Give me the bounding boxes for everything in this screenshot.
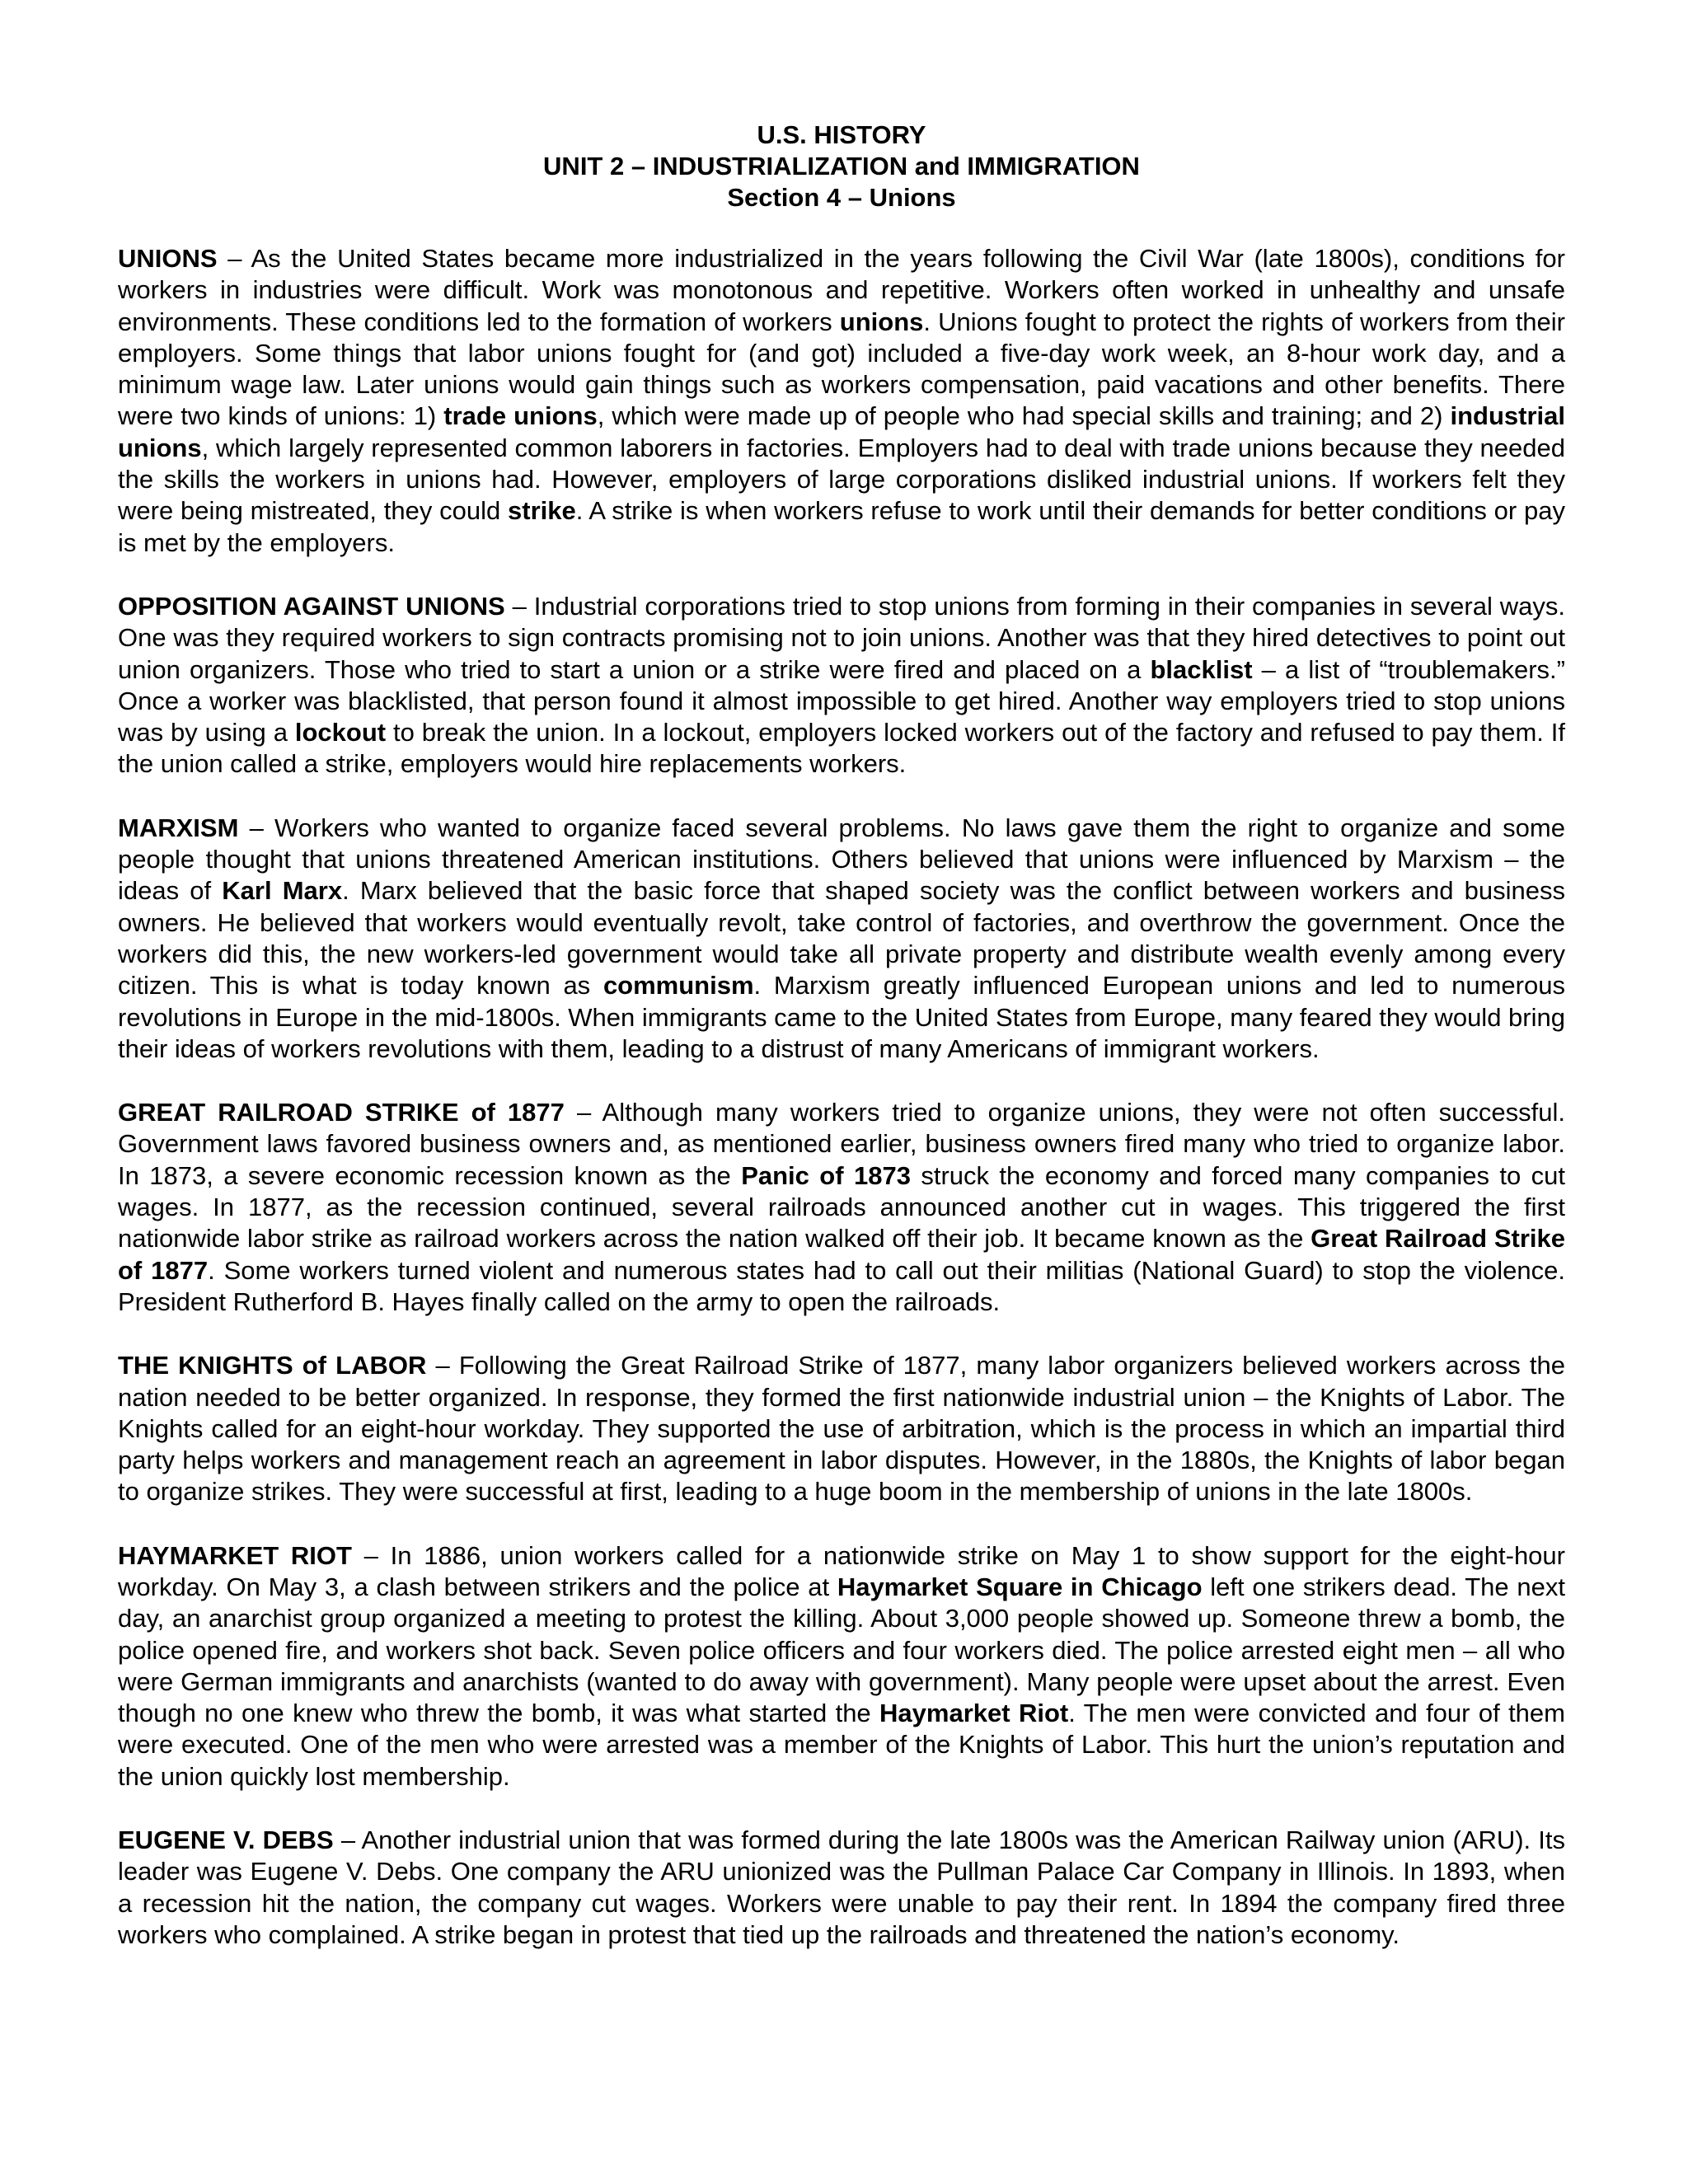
section-marxism: [118, 813, 1565, 1065]
key-term: strike: [508, 496, 576, 526]
section-heading: GREAT RAILROAD STRIKE of 1877: [118, 1098, 565, 1127]
section-text: – In 1886, union workers called for a nationwide strike on May 1 to show support for the eight-hour workday. On May 3, a clash between strikers and the police at: [118, 1540, 1565, 1601]
section-unions: [118, 243, 1565, 559]
section-text: . The men were convicted and four of them were executed. One of the men who were arrested was a member of the Knights of Labor. This hurt the union’s reputation and the union quickly lost membership.: [118, 1699, 1565, 1791]
key-term: trade unions: [443, 401, 598, 431]
key-term: Karl Marx: [222, 876, 343, 906]
section-text: . Marxism greatly influenced European unions and led to numerous revolutions in Europe in the mid-1800s. When immigrants came to the United States from Europe, many feared they would bring their ideas of workers revolutions with them, leading to a distrust of many Americans of immigrant workers.: [118, 971, 1565, 1063]
key-term: communism: [603, 971, 754, 1001]
section-title: Section 4 – Unions: [727, 183, 956, 212]
course-title: U.S. HISTORY: [757, 120, 926, 149]
section-text: – Industrial corporations tried to stop unions from forming in their companies in several ways. One was they required workers to sign contracts promising not to join unions. Another was that they hired detectives to point out union organizers. Those who tried to start a union or a strike were fired and placed on a: [118, 591, 1565, 684]
section-heading: THE KNIGHTS of LABOR: [118, 1351, 427, 1380]
key-term: unions: [839, 307, 924, 336]
section-text: left one strikers dead. The next day, an anarchist group organized a meeting to protest the killing. About 3,000 people showed up. Someone threw a bomb, the police opened fire, and workers shot back. Seven police officers and four workers died. The police arrested eight men – all who were German immigrants and anarchists (wanted to do away with government). Many people were upset about the arrest. Even though no one knew who threw the bomb, it was what started the: [118, 1572, 1565, 1728]
section-text: – As the United States became more industrialized in the years following the Civil War (late 1800s), conditions for workers in industries were difficult. Work was monotonous and repetitive. Workers often worked in unhealthy and unsafe environments. These conditions led to the formation of workers: [118, 244, 1565, 336]
key-term: blacklist: [1150, 654, 1253, 684]
section-opposition-against-unions: [118, 591, 1565, 780]
key-term: Haymarket Square in Chicago: [837, 1572, 1203, 1601]
section-text: , which largely represented common laborers in factories. Employers had to deal with trade unions because they needed the skills the workers in unions had. However, employers of large corporations disliked industrial unions. If workers felt they were being mistreated, they could: [118, 433, 1565, 526]
document-page: [118, 120, 1565, 1983]
key-term: Panic of 1873: [741, 1160, 911, 1190]
section-text: . Marx believed that the basic force that shaped society was the conflict between workers and business owners. He believed that workers would eventually revolt, take control of factories, and overthrow the government. Once the workers did this, the new workers-led government would take all private property and distribute wealth evenly among every citizen. This is what is today known as: [118, 876, 1565, 1001]
section-text: – Another industrial union that was formed during the late 1800s was the American Railway union (ARU). Its leader was Eugene V. Debs. One company the ARU unionized was the Pullman Palace Car Company in Illinois. In 1893, when a recession hit the nation, the company cut wages. Workers were unable to pay their rent. In 1894 the company fired three workers who complained. A strike began in protest that tied up the railroads and threatened the nation’s economy.: [118, 1825, 1565, 1949]
section-heading: HAYMARKET RIOT: [118, 1540, 352, 1570]
document-body: [118, 243, 1565, 1951]
section-text: – a list of “troublemakers.” Once a worker was blacklisted, that person found it almost impossible to get hired. Another way employers tried to stop unions was by using a: [118, 654, 1565, 748]
section-knights-of-labor: [118, 1350, 1565, 1507]
section-heading: OPPOSITION AGAINST UNIONS: [118, 591, 505, 621]
key-term: industrial unions: [118, 401, 1566, 462]
section-text: . A strike is when workers refuse to work until their demands for better conditions or pay is met by the employers.: [118, 496, 1565, 557]
key-term: lockout: [294, 718, 387, 748]
section-heading: EUGENE V. DEBS: [118, 1825, 334, 1855]
section-text: struck the economy and forced many companies to cut wages. In 1877, as the recession continued, several railroads announced another cut in wages. This triggered the first nationwide labor strike as railroad workers across the nation walked off their job. It became known as the: [118, 1160, 1565, 1254]
section-eugene-v-debs: [118, 1825, 1565, 1951]
section-text: – Workers who wanted to organize faced several problems. No laws gave them the right to organize and some people thought that unions threatened American institutions. Others believed that unions were influenced by Marxism – the ideas of: [118, 813, 1565, 906]
key-term: Great Railroad Strike of 1877: [118, 1224, 1565, 1285]
document-header: [118, 120, 1565, 213]
section-heading: UNIONS: [118, 244, 218, 273]
section-text: . Unions fought to protect the rights of workers from their employers. Some things that labor unions fought for (and got) included a five-day work week, an 8-hour work day, and a minimum wage law. Later unions would gain things such as workers compensation, paid vacations and other benefits. There were two kinds of unions: 1): [118, 307, 1565, 431]
section-great-railroad-strike: [118, 1097, 1565, 1318]
section-text: . Some workers turned violent and numerous states had to call out their militias (National Guard) to stop the violence. President Rutherford B. Hayes finally called on the army to open the railroads.: [118, 1255, 1565, 1316]
unit-title: UNIT 2 – INDUSTRIALIZATION and IMMIGRATION: [543, 152, 1140, 180]
key-term: Haymarket Riot: [879, 1699, 1069, 1728]
section-text: , which were made up of people who had special skills and training; and 2): [597, 401, 1451, 431]
section-heading: MARXISM: [118, 813, 239, 842]
section-text: to break the union. In a lockout, employers locked workers out of the factory and refused to pay them. If the union called a strike, employers would hire replacements workers.: [118, 718, 1566, 779]
section-text: – Although many workers tried to organize unions, they were not often successful. Government laws favored business owners and, as mentioned earlier, business owners fired many who tried to organize labor. In 1873, a severe economic recession known as the: [118, 1098, 1565, 1190]
section-text: – Following the Great Railroad Strike of 1877, many labor organizers believed workers across the nation needed to be better organized. In response, they formed the first nationwide industrial union – the Knights of Labor. The Knights called for an eight-hour workday. They supported the use of arbitration, which is the process in which an impartial third party helps workers and management reach an agreement in labor disputes. However, in the 1880s, the Knights of labor began to organize strikes. They were successful at first, leading to a huge boom in the membership of unions in the late 1800s.: [118, 1351, 1565, 1507]
section-haymarket-riot: [118, 1540, 1565, 1793]
